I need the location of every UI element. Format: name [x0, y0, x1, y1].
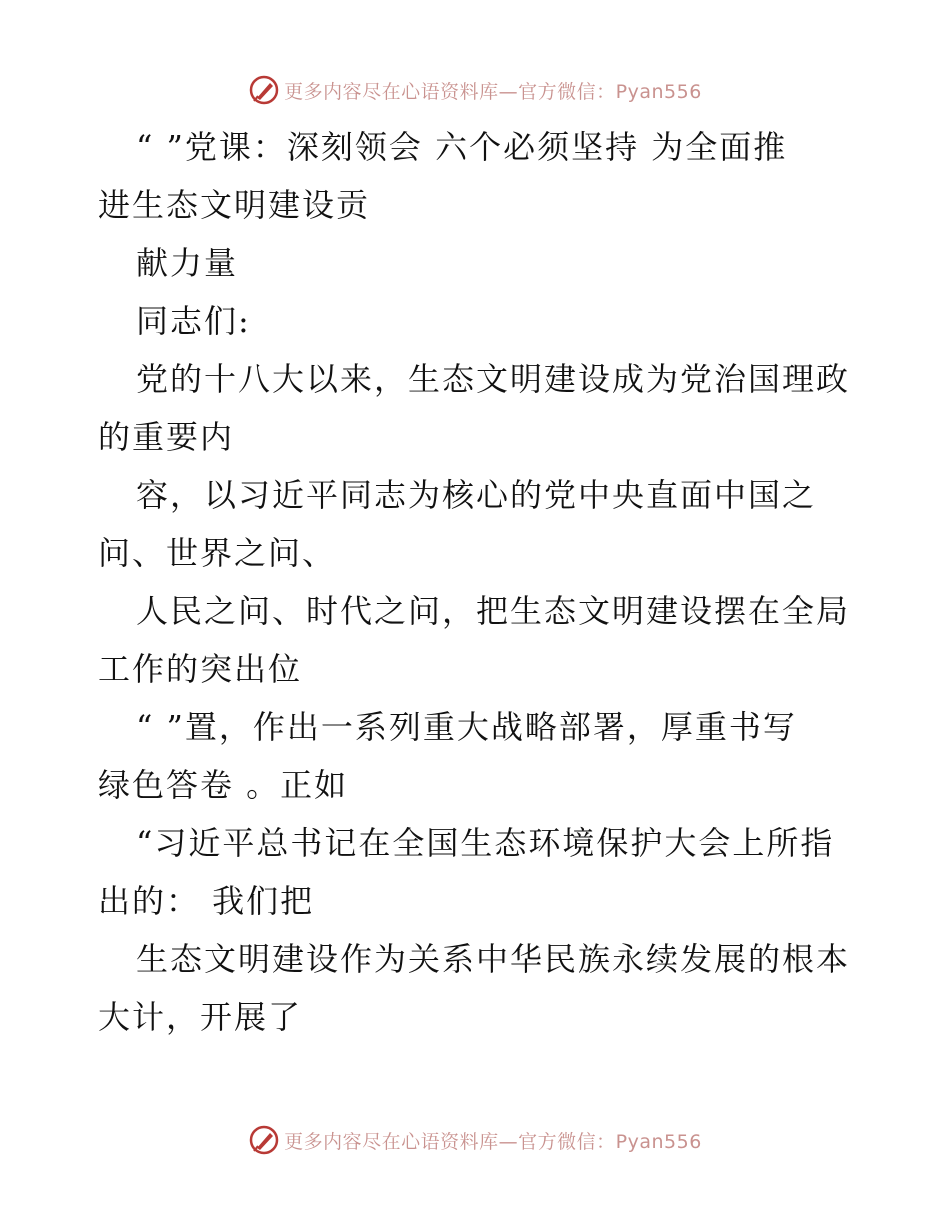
- salutation: 同志们:: [136, 302, 251, 340]
- document-body: [98, 118, 858, 1046]
- pen-circle-logo-icon: [248, 74, 280, 106]
- paragraph-line: 问、世界之问、: [98, 534, 337, 572]
- pen-circle-logo-icon: [248, 1124, 280, 1156]
- paragraph-line: 的重要内: [98, 418, 235, 456]
- paragraph-line: 容，以习近平同志为核心的党中央直面中国之: [136, 476, 817, 514]
- footer-banner-text: 更多内容尽在心语资料库—官方微信：Pyan556: [284, 1130, 702, 1153]
- paragraph-line: 出的： 我们把: [98, 882, 315, 920]
- paragraph-line: 大计，开展了: [98, 998, 303, 1036]
- header-banner: [0, 70, 950, 110]
- title-line-2: 进生态文明建设贡: [98, 186, 371, 224]
- paragraph-line: 绿色答卷 。正如: [98, 766, 349, 804]
- title-line-3: 献力量: [136, 244, 239, 282]
- title-line-1: “ ”党课：深刻领会 六个必须坚持 为全面推: [136, 128, 788, 166]
- paragraph-line: 生态文明建设作为关系中华民族永续发展的根本: [136, 940, 851, 978]
- paragraph-line: 工作的突出位: [98, 650, 303, 688]
- footer-banner: [0, 1120, 950, 1160]
- header-banner-text: 更多内容尽在心语资料库—官方微信：Pyan556: [284, 80, 702, 103]
- paragraph-line: “ ”置，作出一系列重大战略部署，厚重书写: [136, 708, 797, 746]
- paragraph-line: 人民之问、时代之问，把生态文明建设摆在全局: [136, 592, 851, 630]
- paragraph-line: “习近平总书记在全国生态环境保护大会上所指: [136, 824, 835, 862]
- paragraph-line: 党的十八大以来，生态文明建设成为党治国理政: [136, 360, 851, 398]
